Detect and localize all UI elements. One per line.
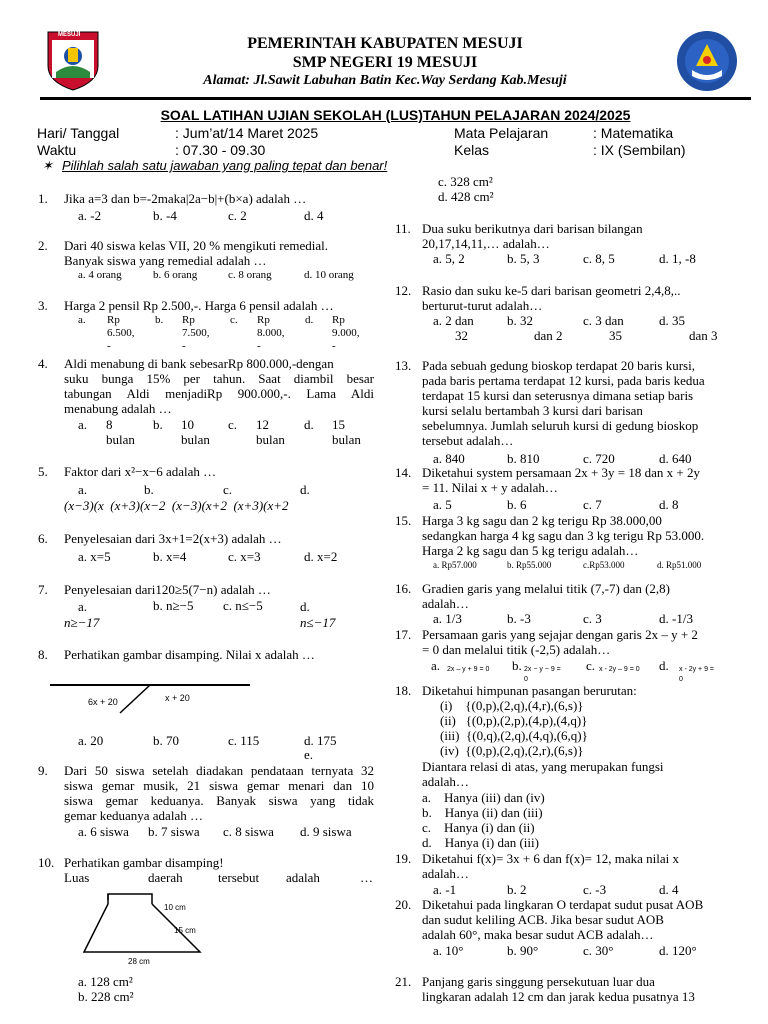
option-c-value: x - 2y – 9 = 0 bbox=[599, 666, 640, 673]
question-number: 2. bbox=[38, 238, 48, 253]
question-number: 6. bbox=[38, 531, 48, 546]
question-text-line2: dan sudut keliling ACB. Jika besar sudut AOB bbox=[422, 912, 664, 927]
option-a[interactable]: a. 5, 2 bbox=[433, 251, 465, 266]
option-a-unit: bulan bbox=[106, 432, 135, 447]
question-text-line1: Dari 50 siswa setelah diadakan pendataan ternyata 32 bbox=[64, 763, 374, 778]
option-b[interactable]: b. 2 bbox=[507, 882, 527, 897]
header-line1: PEMERINTAH KABUPATEN MESUJI bbox=[247, 35, 523, 52]
question-16 bbox=[395, 581, 735, 627]
question-number: 12. bbox=[395, 283, 412, 298]
class-label: Kelas bbox=[454, 142, 490, 158]
question-number: 13. bbox=[395, 358, 412, 373]
option-b[interactable]: b. 70 bbox=[153, 733, 179, 748]
option-d[interactable]: d. x=2 bbox=[304, 549, 338, 564]
question-number: 19. bbox=[395, 851, 412, 866]
question-17 bbox=[395, 627, 740, 683]
question-text-line2: suku bunga 15% per tahun. Saat diambil besar bbox=[64, 371, 374, 386]
question-text-line2: Banyak siswa yang remedial adalah … bbox=[64, 253, 267, 268]
question-text: Faktor dari x²−x−6 adalah … bbox=[64, 464, 217, 479]
option-d[interactable]: d. -1/3 bbox=[659, 611, 693, 626]
option-d-unit: bulan bbox=[332, 432, 361, 447]
question-15 bbox=[395, 513, 740, 573]
option-c[interactable]: c. Hanya (i) dan (ii) bbox=[422, 820, 535, 835]
question-text: Penyelesaian dari120≥5(7−n) adalah … bbox=[64, 582, 271, 597]
angle-label-2: x + 20 bbox=[165, 693, 190, 703]
option-a-line3: - bbox=[107, 340, 111, 352]
question-text-line1: Diketahui f(x)= 3x + 6 dan f(x)= 12, maka nilai x bbox=[422, 851, 680, 866]
option-d[interactable]: d. 640 bbox=[659, 451, 692, 466]
question-text-line1: Rasio dan suku ke-5 dari barisan geometri 2,4,8,.. bbox=[422, 283, 681, 298]
question-text-line3: Harga 2 kg sagu dan 5 kg terigu adalah… bbox=[422, 543, 639, 558]
question-12 bbox=[395, 283, 735, 345]
option-b[interactable]: b. 810 bbox=[507, 451, 540, 466]
option-d[interactable]: d. 4 bbox=[659, 882, 679, 897]
option-d-line2: dan 3 bbox=[689, 328, 718, 343]
option-b[interactable]: b. 90° bbox=[507, 943, 539, 958]
question-text-line2: = 11. Nilai x + y adalah… bbox=[422, 480, 558, 495]
option-c[interactable]: c. 30° bbox=[583, 943, 614, 958]
question-text-line1: Persamaan garis yang sejajar dengan garis 2x – y + 2 bbox=[422, 627, 698, 642]
option-a[interactable]: a. 5 bbox=[433, 497, 452, 512]
option-b[interactable]: b. -3 bbox=[507, 611, 531, 626]
option-d[interactable]: d. 35 bbox=[659, 313, 685, 328]
option-c[interactable]: c. 328 cm² bbox=[438, 174, 493, 189]
question-5 bbox=[38, 464, 383, 516]
question-6 bbox=[38, 531, 383, 565]
option-e[interactable]: e. bbox=[304, 747, 314, 762]
option-d[interactable]: d. 1, -8 bbox=[659, 251, 696, 266]
question-number: 9. bbox=[38, 763, 48, 778]
logo-kabupaten bbox=[44, 30, 102, 92]
question-text-line2: = 0 dan melalui titik (-2,5) adalah… bbox=[422, 642, 611, 657]
option-d-letter[interactable]: d. bbox=[304, 417, 314, 432]
option-b-line3: - bbox=[182, 340, 186, 352]
option-b[interactable]: b. 228 cm² bbox=[78, 989, 134, 1004]
question-text-line3: adalah… bbox=[422, 774, 469, 789]
option-c[interactable]: c. x=3 bbox=[228, 549, 261, 564]
question-text-line1: Pada sebuah gedung bioskop terdapat 20 baris kursi, bbox=[422, 358, 695, 373]
subject-label: Mata Pelajaran bbox=[454, 125, 549, 141]
option-d[interactable]: d. 9 siswa bbox=[300, 824, 352, 839]
instruction-line bbox=[42, 158, 387, 174]
question-number: 1. bbox=[38, 191, 48, 206]
instruction-text: Pilihlah salah satu jawaban yang paling tepat dan benar! bbox=[62, 158, 388, 173]
option-d[interactable]: d. 120° bbox=[659, 943, 697, 958]
option-c-value: 12 bbox=[256, 417, 269, 432]
option-b[interactable]: b. 6 orang bbox=[153, 269, 198, 281]
question-text-line1: Aldi menabung di bank sebesarRp 800.000,-dengan bbox=[64, 356, 334, 371]
option-c-line2: 35 bbox=[609, 328, 622, 343]
time-value: : 07.30 - 09.30 bbox=[175, 142, 266, 158]
header-divider bbox=[40, 97, 751, 100]
question-text: Jika a=3 dan b=-2maka|2a−b|+(b×a) adalah … bbox=[64, 191, 307, 206]
question-2 bbox=[38, 238, 383, 286]
question-18 bbox=[395, 683, 735, 853]
option-expressions: (x−3)(x (x+3)(x−2 (x−3)(x+2 (x+3)(x+2 bbox=[64, 498, 289, 513]
relation-ii: (ii) {(0,p),(2,p),(4,p),(4,q)} bbox=[440, 713, 588, 728]
question-number: 17. bbox=[395, 627, 412, 642]
trapezoid-figure bbox=[82, 890, 212, 965]
option-a-value: 8 bbox=[106, 417, 113, 432]
option-a-letter[interactable]: a. bbox=[78, 314, 86, 326]
option-a[interactable]: a. 128 cm² bbox=[78, 974, 133, 989]
option-d[interactable]: d. 4 bbox=[304, 208, 324, 223]
question-text-line3: tabungan Aldi menjadiRp 900.000,-. Lama Aldi bbox=[64, 386, 374, 401]
measure-side: 15 cm bbox=[174, 926, 196, 935]
question-text-line2: lingkaran adalah 12 cm dan jarak kedua pusatnya 13 bbox=[422, 989, 695, 1004]
word-2: daerah bbox=[148, 870, 183, 885]
question-text: Perhatikan gambar disamping. Nilai x adalah … bbox=[64, 647, 315, 662]
question-text-line2: adalah… bbox=[422, 866, 469, 881]
option-b-letter[interactable]: b. bbox=[153, 417, 163, 432]
question-text-line2: pada baris pertama terdapat 12 kursi, pada baris kedua bbox=[422, 373, 705, 388]
question-text-line2: siswa gemar musik, 21 siswa gemar menari dan 10 bbox=[64, 778, 374, 793]
option-c-line3: - bbox=[257, 340, 261, 352]
question-text-line1: Gradien garis yang melalui titik (7,-7) dan (2,8) bbox=[422, 581, 671, 596]
question-4 bbox=[38, 356, 383, 452]
day-label: Hari/ Tanggal bbox=[37, 125, 120, 141]
star-bullet-icon: ✶ bbox=[42, 158, 53, 173]
question-19 bbox=[395, 851, 735, 897]
option-a[interactable]: a. Hanya (iii) dan (iv) bbox=[422, 790, 545, 805]
question-text-line3: terdapat 15 kursi dan seterusnya dimana setiap baris bbox=[422, 388, 694, 403]
question-text-line4: kursi selalu bertambah 3 kursi dari barisan bbox=[422, 403, 643, 418]
option-d[interactable]: d. 175 bbox=[304, 733, 337, 748]
option-d[interactable]: d. Hanya (i) dan (iii) bbox=[422, 835, 539, 850]
option-a[interactable]: a. bbox=[78, 482, 88, 497]
word-4: adalah bbox=[286, 870, 320, 885]
option-d-line1: Rp bbox=[332, 314, 345, 326]
question-text-line1: Panjang garis singgung persekutuan luar dua bbox=[422, 974, 655, 989]
option-c-letter[interactable]: c. bbox=[230, 314, 238, 326]
question-text-line4: gemar keduanya adalah … bbox=[64, 808, 203, 823]
option-b[interactable]: b. x=4 bbox=[153, 549, 187, 564]
header-address: Alamat: Jl.Sawit Labuhan Batin Kec.Way Serdang Kab.Mesuji bbox=[203, 73, 567, 88]
relation-i: (i) {(0,p),(2,q),(4,r),(6,s)} bbox=[440, 698, 584, 713]
option-d[interactable]: d. 428 cm² bbox=[438, 189, 494, 204]
question-14 bbox=[395, 465, 735, 513]
option-a[interactable]: a. 20 bbox=[78, 733, 104, 748]
question-8 bbox=[38, 647, 383, 762]
option-a[interactable]: a. 1/3 bbox=[433, 611, 462, 626]
question-text-line1: Dari 40 siswa kelas VII, 20 % mengikuti remedial. bbox=[64, 238, 329, 253]
option-b[interactable]: b. -4 bbox=[153, 208, 177, 223]
question-number: 8. bbox=[38, 647, 48, 662]
question-number: 7. bbox=[38, 582, 48, 597]
question-text-line2: Diantara relasi di atas, yang merupakan fungsi bbox=[422, 759, 664, 774]
logo-school bbox=[676, 30, 738, 92]
question-10-continued bbox=[395, 174, 735, 206]
option-c[interactable]: c. 2 bbox=[228, 208, 247, 223]
question-text-line3: adalah 60°, maka besar sudut ACB adalah… bbox=[422, 927, 654, 942]
option-c-letter[interactable]: c. bbox=[228, 417, 238, 432]
option-c[interactable]: c. 8 orang bbox=[228, 269, 272, 281]
question-text-line1: Diketahui system persamaan 2x + 3y = 18 dan x + 2y bbox=[422, 465, 700, 480]
option-d-line3: - bbox=[332, 340, 336, 352]
question-7 bbox=[38, 582, 383, 634]
exam-title: SOAL LATIHAN UJIAN SEKOLAH (LUS)TAHUN PELAJARAN 2024/2025 bbox=[160, 107, 631, 123]
class-value: : IX (Sembilan) bbox=[593, 142, 686, 158]
relation-iv: (iv) {(0,p),(2,q),(2,r),(6,s)} bbox=[440, 743, 584, 758]
option-b[interactable]: b. Rp55.000 bbox=[507, 560, 552, 570]
option-c[interactable]: c. 7 bbox=[583, 497, 602, 512]
info-block bbox=[37, 125, 757, 161]
option-a[interactable]: a. x=5 bbox=[78, 549, 111, 564]
option-d[interactable]: d. Rp51.000 bbox=[657, 560, 702, 570]
question-text-line1: Diketahui himpunan pasangan berurutan: bbox=[422, 683, 637, 698]
question-text-line6: tersebut adalah… bbox=[422, 433, 514, 448]
option-d-value: n≤−17 bbox=[300, 615, 336, 630]
option-a[interactable]: a. 4 orang bbox=[78, 269, 122, 281]
question-number: 11. bbox=[395, 221, 411, 236]
question-number: 18. bbox=[395, 683, 412, 698]
question-text: Penyelesaian dari 3x+1=2(x+3) adalah … bbox=[64, 531, 282, 546]
option-b-letter[interactable]: b. bbox=[155, 314, 164, 326]
option-b[interactable]: b. Hanya (ii) dan (iii) bbox=[422, 805, 543, 820]
angle-label-1: 6x + 20 bbox=[88, 697, 118, 707]
question-number: 14. bbox=[395, 465, 412, 480]
option-b-unit: bulan bbox=[181, 432, 210, 447]
question-11 bbox=[395, 221, 735, 269]
option-b-value-line2: 0 bbox=[524, 676, 528, 683]
question-text-line2: adalah… bbox=[422, 596, 469, 611]
option-c[interactable]: c.Rp53.000 bbox=[583, 560, 625, 570]
option-a-value: n≥−17 bbox=[64, 615, 100, 630]
option-c-letter[interactable]: c. bbox=[586, 658, 596, 673]
option-a-line1: Rp bbox=[107, 314, 120, 326]
question-20 bbox=[395, 897, 740, 959]
option-a[interactable]: a. -2 bbox=[78, 208, 102, 223]
measure-base: 28 cm bbox=[128, 957, 150, 966]
option-d[interactable]: d. bbox=[300, 599, 310, 614]
option-d-value: 15 bbox=[332, 417, 345, 432]
logo-left-text: MESUJI bbox=[58, 32, 81, 38]
option-b-letter[interactable]: b. bbox=[512, 658, 522, 673]
option-d-letter[interactable]: d. bbox=[305, 314, 314, 326]
question-text-line5: sebelumnya. Jumlah seluruh kursi di gedung bioskop bbox=[422, 418, 699, 433]
option-c-line2: 8.000, bbox=[257, 327, 285, 339]
option-b-line1: Rp bbox=[182, 314, 195, 326]
option-b-line2: dan 2 bbox=[534, 328, 563, 343]
subject-value: : Matematika bbox=[593, 125, 674, 141]
option-b-value: 2x − y − 9 = bbox=[524, 666, 561, 673]
question-text-line2: berturut-turut adalah… bbox=[422, 298, 543, 313]
question-text-line2: 20,17,14,11,… adalah… bbox=[422, 236, 550, 251]
option-b-line2: 7.500, bbox=[182, 327, 210, 339]
question-number: 20. bbox=[395, 897, 412, 912]
option-c[interactable]: c. bbox=[223, 482, 233, 497]
question-number: 21. bbox=[395, 974, 412, 989]
question-text-line2: sedangkan harga 4 kg sagu dan 3 kg terigu Rp 53.000. bbox=[422, 528, 705, 543]
option-a-letter[interactable]: a. bbox=[431, 658, 441, 673]
question-text-line4: menabung adalah … bbox=[64, 401, 172, 416]
shield-emblem-icon bbox=[44, 30, 102, 92]
question-13 bbox=[395, 358, 735, 466]
option-a[interactable]: a. -1 bbox=[433, 882, 457, 897]
relation-iii: (iii) {(0,q),(2,q),(4,q),(6,q)} bbox=[440, 728, 588, 743]
option-d-letter[interactable]: d. bbox=[659, 658, 669, 673]
time-label: Waktu bbox=[37, 142, 77, 158]
question-text: Harga 2 pensil Rp 2.500,-. Harga 6 pensil adalah … bbox=[64, 298, 334, 313]
option-d-value-line2: 0 bbox=[679, 676, 683, 683]
school-emblem-icon bbox=[676, 30, 738, 92]
option-a-letter[interactable]: a. bbox=[78, 417, 88, 432]
option-b[interactable]: b. 6 bbox=[507, 497, 527, 512]
question-number: 15. bbox=[395, 513, 412, 528]
question-number: 5. bbox=[38, 464, 48, 479]
word-3: tersebut bbox=[218, 870, 260, 885]
question-text-line1: Diketahui pada lingkaran O terdapat sudut pusat AOB bbox=[422, 897, 704, 912]
angle-figure bbox=[50, 681, 250, 717]
option-b-value: 10 bbox=[181, 417, 194, 432]
option-a[interactable]: a. bbox=[78, 599, 88, 614]
word-1: Luas bbox=[64, 870, 90, 885]
option-c[interactable]: c. 8, 5 bbox=[583, 251, 615, 266]
option-a[interactable]: a. 6 siswa bbox=[78, 824, 129, 839]
option-a-line2: 32 bbox=[455, 328, 468, 343]
option-b[interactable]: b. 32 bbox=[507, 313, 533, 328]
option-c-unit: bulan bbox=[256, 432, 285, 447]
option-c[interactable]: c. 3 bbox=[583, 611, 602, 626]
question-21 bbox=[395, 974, 740, 1006]
option-b[interactable]: b. n≥−5 bbox=[153, 598, 194, 613]
measure-top: 10 cm bbox=[164, 903, 186, 912]
question-number: 4. bbox=[38, 356, 48, 371]
option-c[interactable]: c. 115 bbox=[228, 733, 260, 748]
question-3 bbox=[38, 298, 383, 353]
option-c-line1: Rp bbox=[257, 314, 270, 326]
straight-line-angle-icon bbox=[50, 681, 250, 717]
word-5: … bbox=[360, 870, 373, 885]
option-a[interactable]: a. Rp57.000 bbox=[433, 560, 477, 570]
question-10 bbox=[38, 855, 383, 1005]
option-a-value: 2x – y + 9 = 0 bbox=[447, 666, 490, 673]
question-text-line1: Perhatikan gambar disamping! bbox=[64, 855, 224, 870]
question-text-line1: Dua suku berikutnya dari barisan bilangan bbox=[422, 221, 643, 236]
option-d[interactable]: d. 10 orang bbox=[304, 269, 354, 281]
question-text-line1: Harga 3 kg sagu dan 2 kg terigu Rp 38.000,00 bbox=[422, 513, 662, 528]
option-c[interactable]: c. 720 bbox=[583, 451, 615, 466]
option-a-line2: 6.500, bbox=[107, 327, 135, 339]
question-number: 3. bbox=[38, 298, 48, 313]
option-c[interactable]: c. -3 bbox=[583, 882, 607, 897]
header-line2: SMP NEGERI 19 MESUJI bbox=[292, 54, 478, 71]
question-9 bbox=[38, 763, 383, 841]
option-a[interactable]: a. 2 dan bbox=[433, 313, 474, 328]
option-d-value: x - 2y + 9 = bbox=[679, 666, 715, 673]
option-c[interactable]: c. 3 dan bbox=[583, 313, 624, 328]
option-a[interactable]: a. 10° bbox=[433, 943, 464, 958]
option-d[interactable]: d. bbox=[300, 482, 310, 497]
option-b[interactable]: b. 7 siswa bbox=[148, 824, 200, 839]
option-d[interactable]: d. 8 bbox=[659, 497, 679, 512]
question-number: 16. bbox=[395, 581, 412, 596]
option-b[interactable]: b. bbox=[144, 482, 154, 497]
option-a[interactable]: a. 840 bbox=[433, 451, 465, 466]
question-number: 10. bbox=[38, 855, 55, 870]
option-d-line2: 9.000, bbox=[332, 327, 360, 339]
option-c[interactable]: c. 8 siswa bbox=[223, 824, 274, 839]
day-value: : Jum’at/14 Maret 2025 bbox=[175, 125, 319, 141]
question-1 bbox=[38, 191, 383, 225]
question-text-line3: siswa gemar keduanya. Banyak siswa yang tidak bbox=[64, 793, 374, 808]
option-c[interactable]: c. n≤−5 bbox=[223, 598, 263, 613]
option-b[interactable]: b. 5, 3 bbox=[507, 251, 540, 266]
